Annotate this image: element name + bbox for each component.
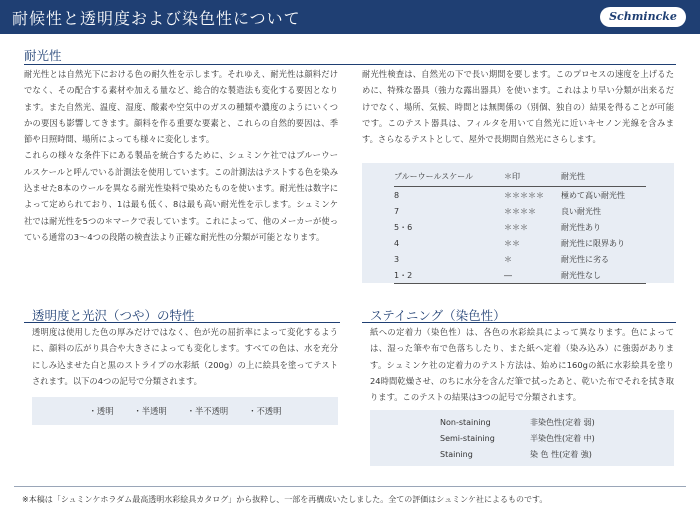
staining-term: Non-staining	[440, 417, 491, 427]
staining-text	[370, 324, 674, 405]
lightfastness-paragraph-3: 耐光性検査は、自然光の下で長い期間を要します。このプロセスの速度を上げるために、特殊な器具（強力な露出器具）を使います。これはより早い分類が出来るだけでなく、場所、気候、時間とは無関係の（別個、独自の）結果を得ることが可能です。このテスト器具は、フィルタを用いて自然光に近いキセノン光線を含みます。さらなるテストとして、屋外で長期間自然光にさらします。	[362, 69, 674, 145]
table-row	[394, 251, 646, 267]
staining-rule	[362, 322, 676, 323]
rating-cell: 耐光性あり	[561, 222, 601, 232]
rating-cell: 耐光性に劣る	[561, 254, 609, 264]
lightfastness-right-text	[362, 66, 674, 147]
staining-term: Semi-staining	[440, 433, 495, 443]
lightfastness-paragraph-2: これらの様々な条件下にある製品を統合するために、シュミンケ社ではブルーウールスケールと呼んでいる計測法を使用しています。この計測法はテストする色を染み込ませた8本のウールを異なる耐光性染料で染めたものを使います。耐光性は数字によって定められており、1は最も低く、8は最も高い耐光性を示します。シュミンケ社では耐光性を5つの＊マークで表しています。これによって、他のメーカーが使っている通常の3〜4つの段階の検査法より正確な耐光性の分類が可能となります。	[24, 150, 338, 242]
staining-desc: 半染色性(定着 中)	[530, 433, 595, 443]
blue-wool-table-panel	[362, 163, 674, 283]
transparency-title: 透明度と光沢（つや）の特性	[32, 308, 195, 323]
staining-panel	[370, 410, 674, 466]
mark-cell: ＊＊＊＊＊	[504, 190, 544, 200]
transparency-item: ・透明	[88, 406, 114, 416]
page-header	[0, 0, 700, 34]
scale-cell: 7	[394, 206, 400, 216]
rating-cell: 耐光性なし	[561, 267, 646, 284]
lightfastness-title: 耐光性	[24, 48, 62, 63]
transparency-paragraph: 透明度は使用した色の厚みだけではなく、色が光の屈折率によって変化するように、顔料の広がり具合や大きさによっても変化します。すべての色は、水を充分にしみ込ませた白と黒のストライプの水彩紙（200g）の上に絵具を塗ってテストされます。以下の4つの記号で分類されます。	[32, 327, 338, 386]
table-row	[394, 219, 646, 235]
staining-desc: 非染色性(定着 弱)	[530, 417, 595, 427]
table-header-row	[394, 167, 646, 187]
blue-wool-table	[394, 167, 646, 284]
table-row	[394, 187, 646, 204]
scale-cell: 5・6	[394, 222, 413, 232]
transparency-item: ・不透明	[248, 406, 282, 416]
lightfastness-rule	[24, 64, 676, 65]
transparency-text	[32, 324, 338, 389]
table-header-lightfastness: 耐光性	[561, 167, 646, 187]
mark-cell: ＊＊＊	[504, 222, 528, 232]
footer-rule	[14, 486, 686, 487]
scale-cell: 3	[394, 254, 400, 264]
transparency-item: ・半透明	[133, 406, 167, 416]
table-header-mark: ＊印	[504, 167, 561, 187]
transparency-panel	[32, 397, 338, 425]
scale-cell: 4	[394, 238, 400, 248]
table-row	[394, 235, 646, 251]
footer-note: ※本稿は「シュミンケホラダム最高透明水彩絵具カタログ」から抜粋し、一部を再構成いたしました。全ての評価はシュミンケ社によるものです。	[22, 495, 548, 504]
staining-paragraph: 紙への定着力（染色性）は、各色の水彩絵具によって異なります。色によっては、湿った筆や布で色落ちしたり、また紙へ定着（染み込み）に強弱があります。シュミンケ社の定着力のテスト方法は、始めに160gの紙に水彩絵具を塗り24時間乾燥させ、のちに水分を含んだ筆で拭ったあと、乾いた布でそれを拭き取ります。このテストの結果は3つの記号で分類されます。	[370, 327, 674, 403]
transparency-list	[32, 397, 338, 425]
table-row	[440, 414, 640, 430]
table-header-scale: ブルーウールスケール	[394, 167, 504, 187]
table-row	[440, 430, 640, 446]
scale-cell: 1・2	[394, 267, 504, 284]
mark-cell: ―	[504, 267, 561, 284]
mark-cell: ＊＊＊＊	[504, 206, 536, 216]
mark-cell: ＊＊	[504, 238, 520, 248]
brand-logo: Schmincke	[600, 7, 686, 27]
scale-cell: 8	[394, 190, 400, 200]
staining-table	[440, 414, 640, 462]
staining-term: Staining	[440, 449, 473, 459]
transparency-item: ・半不透明	[186, 406, 229, 416]
page-title: 耐候性と透明度および染色性について	[12, 9, 301, 28]
rating-cell: 良い耐光性	[561, 206, 601, 216]
rating-cell: 耐光性に限界あり	[561, 238, 625, 248]
staining-title: ステイニング（染色性）	[370, 308, 506, 323]
lightfastness-left-text	[24, 66, 338, 245]
transparency-rule	[24, 322, 340, 323]
table-row	[394, 267, 646, 284]
lightfastness-paragraph-1: 耐光性とは自然光下における色の耐久性を示します。それゆえ、耐光性は顔料だけでなく、その配合する素材や加える量など、総合的な製造法も変化する要因となります。また自然光、温度、湿度、酸素や空気中のガスの種類や濃度のようにいくつかの要因も影響してきます。顔料を作る重要な要素と、これらの自然的要因は、季節や日照時間、場所によっても様々に変化します。	[24, 69, 338, 145]
rating-cell: 極めて高い耐光性	[561, 190, 625, 200]
staining-desc: 染 色 性(定着 強)	[530, 449, 592, 459]
table-row	[394, 203, 646, 219]
table-row	[440, 446, 640, 462]
mark-cell: ＊	[504, 254, 512, 264]
